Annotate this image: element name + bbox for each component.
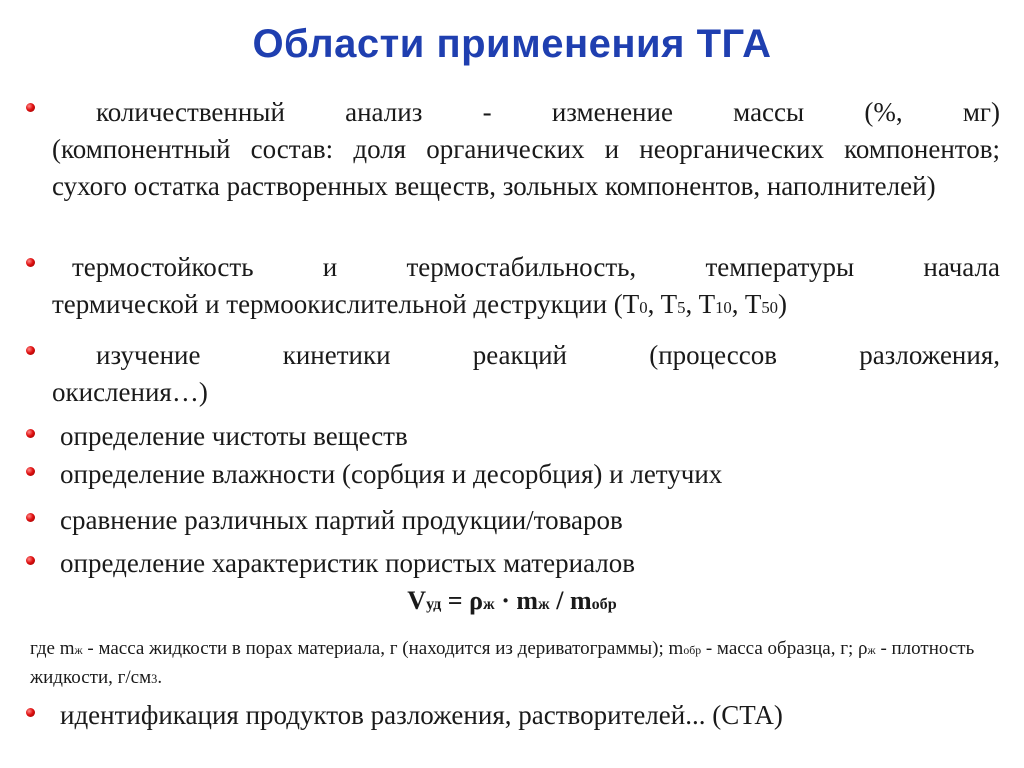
bullet-icon xyxy=(26,103,35,112)
bullet-icon xyxy=(26,556,35,565)
list-item-moisture: определение влажности (сорбция и десорбция) и летучих xyxy=(60,459,723,489)
bullet-icon xyxy=(26,708,35,717)
list-item-batch-comparison: сравнение различных партий продукции/товаров xyxy=(60,505,623,535)
formula: $V_{уд} = \rho_ж \cdot m_ж / m_{обр}$ xyxy=(407,586,617,615)
list-item-line: термостойкость и термостабильность, температуры начала xyxy=(72,252,1000,282)
list-item-porous-materials: определение характеристик пористых материалов xyxy=(60,548,636,578)
page-title: Области применения ТГА xyxy=(252,22,772,66)
bullet-icon xyxy=(26,258,35,267)
list-item-text: окисления…) xyxy=(52,377,208,407)
bullet-icon xyxy=(26,467,35,476)
formula-note: где $m_ж$ - масса жидкости в порах материала, г (находится из дериватограммы); $m_{обр}$ - масса образца, г; $\rho_ж$ - плотность жидкости, $г/см^3$. xyxy=(30,638,975,688)
bullet-icon xyxy=(26,513,35,522)
list-item-line: количественный анализ - изменение массы (%, мг) xyxy=(96,97,1000,127)
list-item-kinetics xyxy=(52,337,1000,411)
list-item-identification: идентификация продуктов разложения, растворителей... (СТА) xyxy=(60,700,783,730)
bullet-icon xyxy=(26,346,35,355)
list-item-quantitative-analysis xyxy=(52,94,1000,205)
list-item-line: изучение кинетики реакций (процессов разложения, xyxy=(96,340,1000,370)
list-item-thermostability xyxy=(52,249,1000,323)
list-item-text: термической и термоокислительной деструкции ($T_0$, $T_5$, $T_{10}$, $T_{50}$) xyxy=(52,289,788,319)
list-item-text: (компонентный состав: доля органических и неорганических компонентов; сухого остатка растворенных веществ, зольных компонентов, наполнителей) xyxy=(52,134,1000,201)
list-item-purity: определение чистоты веществ xyxy=(60,421,408,451)
bullet-icon xyxy=(26,429,35,438)
